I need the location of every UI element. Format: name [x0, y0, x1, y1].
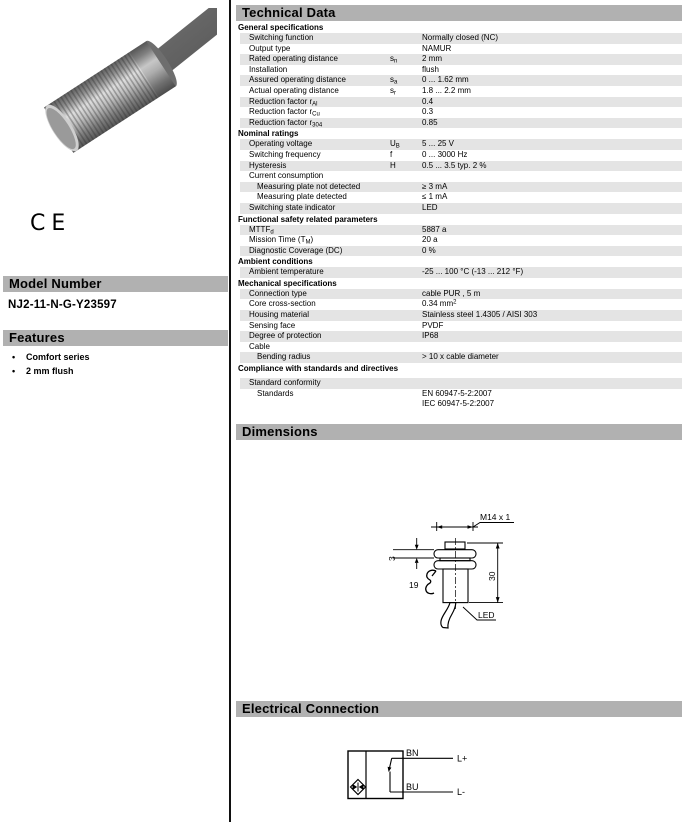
dimensions-header: Dimensions — [236, 424, 682, 440]
spec-symbol — [386, 65, 418, 76]
spec-label: Switching frequency — [249, 149, 321, 159]
electrical-connection-header: Electrical Connection — [236, 701, 682, 717]
spec-label: Assured operating distance — [249, 75, 346, 85]
feature-text: Comfort series — [26, 352, 90, 362]
spec-row — [240, 33, 682, 44]
spec-label: Hysteresis — [249, 160, 287, 170]
spec-value: 20 a — [422, 235, 438, 245]
spec-value: ≥ 3 mA — [422, 181, 448, 191]
spec-row — [240, 310, 682, 321]
model-number-value: NJ2-11-N-G-Y23597 — [8, 299, 117, 311]
spec-value: flush — [422, 64, 439, 74]
technical-data-table — [236, 22, 682, 410]
spec-label: Output type — [249, 43, 291, 53]
cable-outline — [441, 603, 456, 628]
spec-row — [240, 107, 682, 118]
spec-symbol — [386, 118, 418, 129]
features-header: Features — [3, 330, 228, 346]
spec-symbol — [386, 352, 418, 363]
spec-row — [240, 331, 682, 342]
spec-symbol — [386, 192, 418, 203]
spec-symbol — [386, 97, 418, 108]
spec-row — [240, 65, 682, 76]
spec-label: Standard conformity — [249, 378, 321, 388]
spec-label: Reduction factor $r_{304}$ — [249, 117, 323, 129]
spec-symbol — [386, 389, 418, 410]
spec-value: Stainless steel 1.4305 / AISI 303 — [422, 310, 538, 320]
spec-value: 0 % — [422, 245, 436, 255]
spec-label: Ambient temperature — [249, 267, 324, 277]
wire-blue-label: BU — [406, 782, 419, 792]
spec-row — [240, 97, 682, 108]
feature-item — [12, 351, 90, 365]
spec-row — [240, 289, 682, 300]
spec-symbol: H — [390, 160, 396, 170]
spec-row — [240, 378, 682, 389]
spec-label: Cable — [249, 341, 270, 351]
spec-value: -25 ... 100 °C (-13 ... 212 °F) — [422, 267, 524, 277]
spec-value: 5887 a — [422, 224, 447, 234]
spec-symbol — [386, 171, 418, 182]
spec-value: ≤ 1 mA — [422, 192, 448, 202]
spec-label: Operating voltage — [249, 139, 313, 149]
spec-label: Rated operating distance — [249, 54, 338, 64]
spec-row — [240, 192, 682, 203]
spec-row — [240, 321, 682, 332]
spec-value: > 10 x cable diameter — [422, 352, 499, 362]
spec-row — [240, 54, 682, 65]
spec-value: 0.85 — [422, 117, 438, 127]
spec-row — [240, 342, 682, 353]
supply-plus-label: L+ — [457, 753, 468, 764]
spec-value: NAMUR — [422, 43, 452, 53]
spec-row — [240, 389, 682, 410]
spec-row — [240, 299, 682, 310]
spec-value: 1.8 ... 2.2 mm — [422, 85, 471, 95]
spec-label: Degree of protection — [249, 331, 322, 341]
spec-row — [240, 225, 682, 236]
section-header: Mechanical specifications — [238, 278, 337, 288]
ce-mark: CE — [30, 211, 72, 236]
spec-value: 0.5 ... 3.5 typ. 2 % — [422, 160, 487, 170]
column-divider — [229, 0, 231, 822]
spec-value: cable PUR , 5 m — [422, 288, 481, 298]
spec-label: Reduction factor $r_{Cu}$ — [249, 107, 320, 118]
section-header: Functional safety related parameters — [238, 214, 378, 224]
spec-value: 5 ... 25 V — [422, 139, 455, 149]
wrench-size-label: 19 — [409, 580, 419, 590]
spec-symbol — [386, 225, 418, 236]
spec-symbol: f — [390, 149, 393, 159]
technical-data-header: Technical Data — [236, 5, 682, 21]
spec-value: EN 60947-5-2:2007 IEC 60947-5-2:2007 — [422, 388, 495, 409]
spec-value: LED — [422, 202, 438, 212]
spec-label: Mission Time $(T_M)$ — [249, 235, 314, 246]
spec-value: 0.4 — [422, 96, 434, 106]
spec-value: 0.34 $mm^2$ — [422, 299, 457, 309]
spec-symbol — [386, 107, 418, 118]
spec-label: Standards — [257, 388, 294, 398]
spec-label: Current consumption — [249, 171, 324, 181]
spec-symbol: $s_r$ — [390, 85, 396, 97]
spec-label: Core cross-section — [249, 299, 316, 309]
spec-symbol — [386, 331, 418, 342]
spec-symbol — [386, 182, 418, 193]
feature-text: 2 mm flush — [26, 365, 74, 376]
spec-row — [240, 235, 682, 246]
spec-symbol — [386, 342, 418, 353]
spec-row — [240, 86, 682, 97]
body-length-label: 30 — [487, 571, 497, 581]
spec-row — [240, 161, 682, 172]
bullet-icon: • — [12, 365, 16, 376]
spec-symbol — [386, 246, 418, 257]
product-photo — [12, 8, 217, 213]
spec-symbol — [386, 378, 418, 389]
spec-label: Diagnostic Coverage (DC) — [249, 245, 343, 255]
section-header: Ambient conditions — [238, 257, 313, 267]
spec-label: Switching state indicator — [249, 202, 336, 212]
spec-symbol: $s_a$ — [390, 75, 398, 86]
spec-value — [418, 378, 682, 389]
spec-row — [240, 171, 682, 182]
face-height-label: 3 — [387, 556, 397, 561]
spec-value: 2 mm — [422, 54, 442, 64]
dimension-drawing — [383, 505, 533, 645]
spec-symbol — [386, 203, 418, 214]
spec-label: Reduction factor $r_{Al}$ — [249, 96, 318, 108]
electrical-diagram — [345, 745, 475, 807]
spec-label: Actual operating distance — [249, 85, 339, 95]
supply-minus-label: L- — [457, 787, 466, 797]
spec-row — [240, 352, 682, 363]
spec-label: Connection type — [249, 288, 307, 298]
spec-label: $MTTF_d$ — [249, 224, 274, 235]
spec-value — [418, 171, 682, 182]
sensor-barrel — [39, 37, 181, 156]
spec-label: Switching function — [249, 33, 314, 42]
spec-row — [240, 75, 682, 86]
spec-row — [240, 139, 682, 150]
spec-label: Housing material — [249, 310, 310, 320]
spec-label: Bending radius — [257, 352, 311, 362]
section-header: General specifications — [238, 23, 324, 32]
spec-label: Installation — [249, 64, 288, 74]
spec-value: 0 ... 1.62 mm — [422, 75, 469, 85]
spec-row — [240, 246, 682, 257]
spec-symbol: $U_B$ — [390, 139, 400, 150]
spec-label: Measuring plate detected — [257, 192, 347, 202]
wire-brown-label: BN — [406, 748, 419, 758]
bullet-icon: • — [12, 352, 16, 362]
spec-symbol — [386, 289, 418, 300]
spec-label: Sensing face — [249, 320, 296, 330]
spec-value: IP68 — [422, 331, 439, 341]
spec-row — [240, 44, 682, 55]
spec-value: 0 ... 3000 Hz — [422, 149, 468, 159]
features-list — [12, 351, 90, 378]
spec-value — [418, 342, 682, 353]
spec-row — [240, 203, 682, 214]
spec-row — [240, 182, 682, 193]
spec-label: Measuring plate not detected — [257, 181, 361, 191]
spec-row — [240, 118, 682, 129]
spec-value: 0.3 — [422, 107, 434, 117]
spec-value: PVDF — [422, 320, 444, 330]
section-header: Compliance with standards and directives — [238, 364, 399, 374]
wrench-icon — [426, 570, 436, 593]
section-header: Nominal ratings — [238, 129, 299, 139]
spec-symbol — [386, 321, 418, 332]
spec-row — [240, 267, 682, 278]
spec-symbol — [386, 235, 418, 246]
led-label: LED — [478, 610, 495, 620]
model-number-header: Model Number — [3, 276, 228, 292]
feature-item — [12, 365, 90, 379]
spec-value: Normally closed (NC) — [422, 33, 499, 42]
spec-symbol — [386, 310, 418, 321]
spec-symbol — [386, 44, 418, 55]
spec-symbol — [386, 33, 418, 44]
thread-size-label: M14 x 1 — [480, 512, 511, 522]
spec-symbol — [386, 267, 418, 278]
spec-row — [240, 150, 682, 161]
spec-symbol — [386, 299, 418, 310]
spec-symbol: $s_n$ — [390, 54, 398, 65]
